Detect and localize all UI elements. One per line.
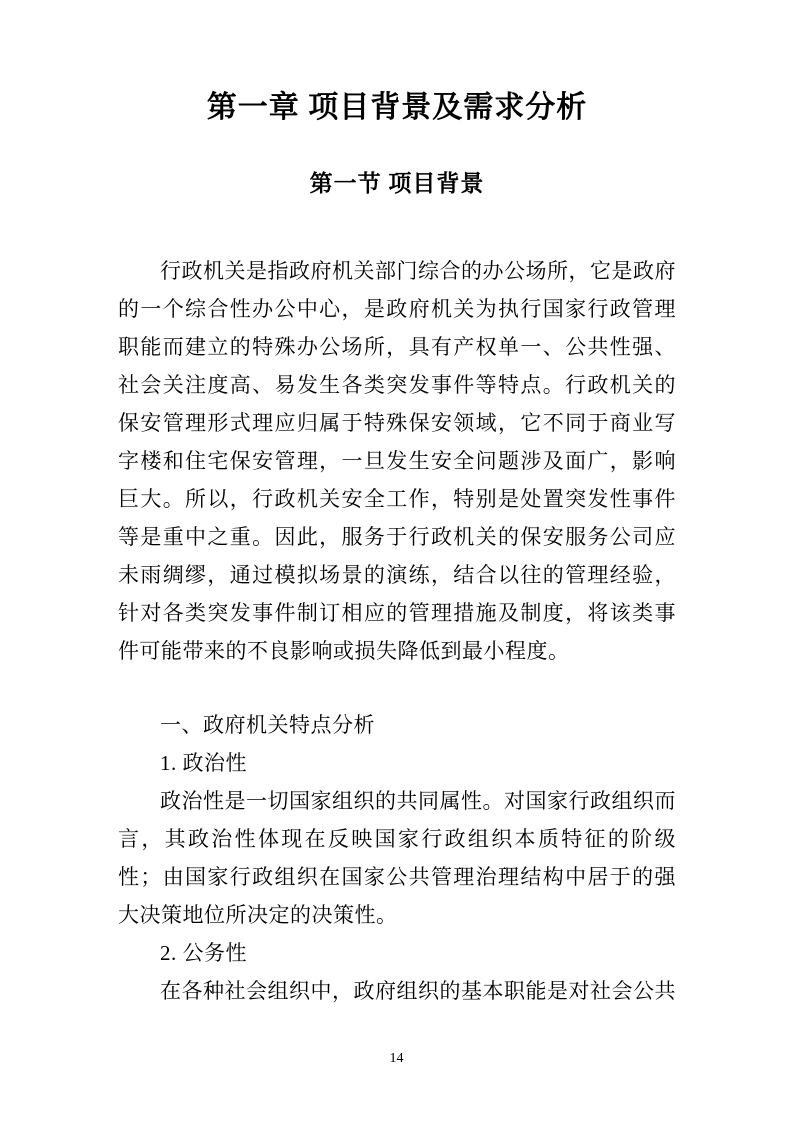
item2-paragraph: 在各种社会组织中，政府组织的基本职能是对社会公共 bbox=[160, 978, 676, 1003]
list-heading: 一、政府机关特点分析 bbox=[160, 712, 375, 737]
section-title: 第一节 项目背景 bbox=[309, 171, 485, 196]
item2-heading: 2. 公务性 bbox=[160, 940, 247, 965]
intro-paragraph: 行政机关是指政府机关部门综合的办公场所，它是政府的一个综合性办公中心，是政府机关为执行国家行政管理职能而建立的特殊办公场所，具有产权单一、公共性强、社会关注度高、易发生各类突发事件等特点。行政机关的保安管理形式理应归属于特殊保安领域，它不同于商业写字楼和住宅保安管理，一旦发生安全问题涉及面广，影响巨大。所以，行政机关安全工作，特别是处置突发性事件等是重中之重。因此，服务于行政机关的保安服务公司应未雨绸缪，通过模拟场景的演练，结合以往的管理经验，针对各类突发事件制订相应的管理措施及制度，将该类事件可能带来的不良影响或损失降低到最小程度。 bbox=[118, 258, 676, 663]
page-number: 14 bbox=[389, 1051, 404, 1066]
chapter-title: 第一章 项目背景及需求分析 bbox=[206, 91, 588, 124]
item1-heading: 1. 政治性 bbox=[160, 750, 247, 775]
item1-paragraph: 政治性是一切国家组织的共同属性。对国家行政组织而言，其政治性体现在反映国家行政组织本质特征的阶级性；由国家行政组织在国家公共管理治理结构中居于的强大决策地位所决定的决策性。 bbox=[118, 788, 676, 927]
